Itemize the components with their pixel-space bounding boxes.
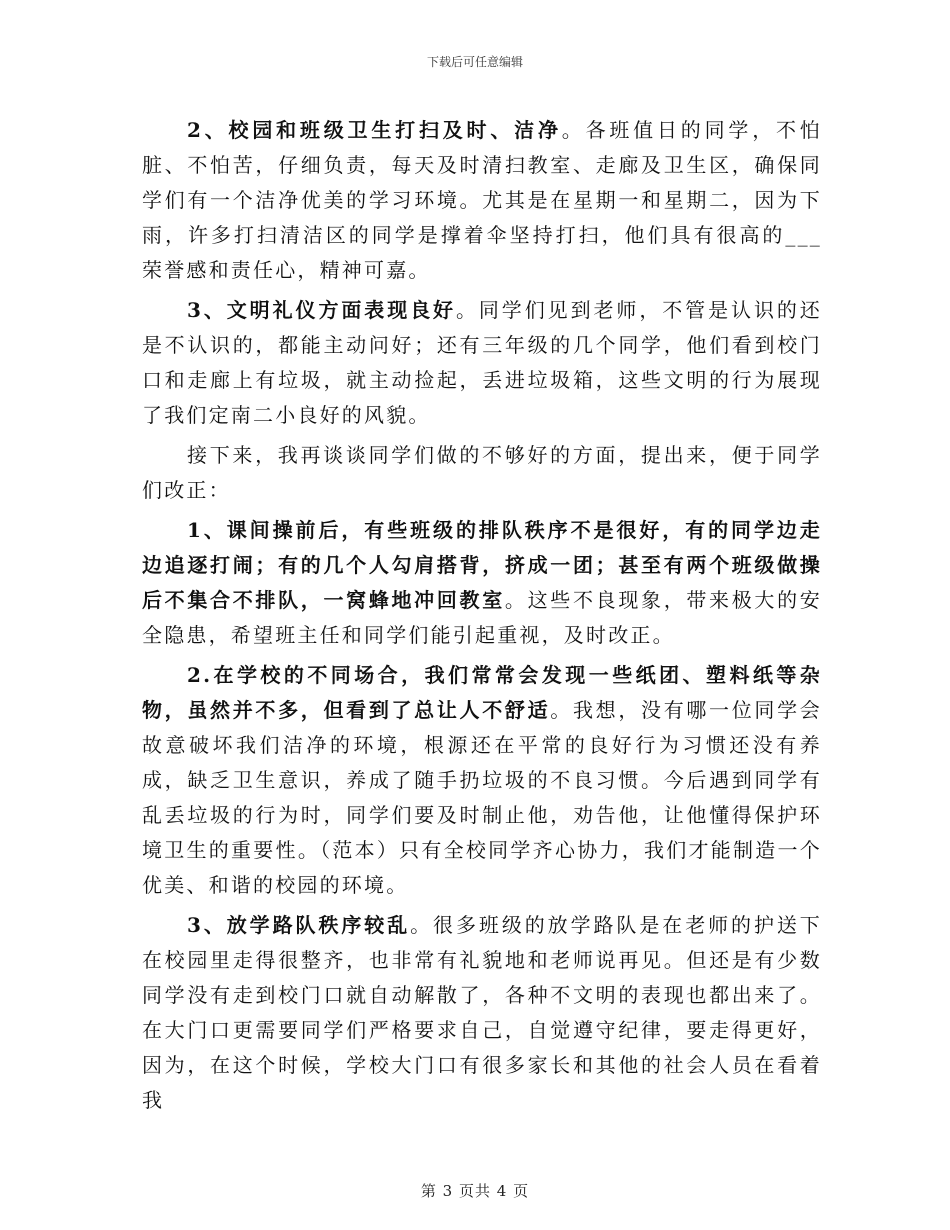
paragraph-heading: 2.在学校的不同场合，我们常常会发现一些纸团、塑料纸等杂物，虽然并不多，但看到了总让人不舒适 bbox=[142, 663, 822, 722]
paragraph-text: 接下来，我再谈谈同学们做的不够好的方面，提出来，便于同学们改正： bbox=[142, 443, 822, 502]
paragraph-text: 。这些不良现象，带来极大的安全隐患，希望班主任和同学们能引起重视，及时改正。 bbox=[142, 588, 822, 647]
paragraph-text: 。各班值日的同学，不怕脏、不怕苦，仔细负责，每天及时清扫教室、走廊及卫生区，确保同学们有一个洁净优美的学习环境。尤其是在星期一和星期二，因为下雨，许多打扫清洁区的同学是撑着伞坚持打扫，他们具有很高的___荣誉感和责任心，精神可嘉。 bbox=[142, 118, 822, 282]
document-body bbox=[142, 113, 822, 1123]
paragraph-heading: 3、文明礼仪方面表现良好 bbox=[187, 298, 456, 322]
paragraph-litter bbox=[142, 658, 822, 903]
paragraph-dismissal-line bbox=[142, 908, 822, 1118]
paragraph-heading: 1、课间操前后，有些班级的排队秩序不是很好，有的同学边走边追逐打闹；有的几个人勾肩搭背，挤成一团；甚至有两个班级做操后不集合不排队，一窝蜂地冲回教室 bbox=[142, 518, 822, 612]
paragraph-heading: 3、放学路队秩序较乱 bbox=[187, 913, 411, 937]
page-header: 下载后可任意编辑 bbox=[426, 55, 523, 69]
paragraph-cleaning bbox=[142, 113, 822, 288]
paragraph-text: 。很多班级的放学路队是在老师的护送下在校园里走得很整齐，也非常有礼貌地和老师说再见。但还是有少数同学没有走到校门口就自动解散了，各种不文明的表现也都出来了。在大门口更需要同学们严格要求自己，自觉遵守纪律，要走得更好，因为，在这个时候，学校大门口有很多家长和其他的社会人员在看着我 bbox=[142, 913, 822, 1112]
paragraph-etiquette bbox=[142, 293, 822, 433]
paragraph-heading: 2、校园和班级卫生打扫及时、洁净 bbox=[187, 118, 562, 142]
paragraph-transition bbox=[142, 438, 822, 508]
paragraph-exercise-order bbox=[142, 513, 822, 653]
page-number: 第 3 页共 4 页 bbox=[420, 1182, 530, 1200]
paragraph-text: 。同学们见到老师，不管是认识的还是不认识的，都能主动问好；还有三年级的几个同学，他们看到校门口和走廊上有垃圾，就主动捡起，丢进垃圾箱，这些文明的行为展现了我们定南二小良好的风貌。 bbox=[142, 298, 822, 427]
paragraph-text: 。我想，没有哪一位同学会故意破坏我们洁净的环境，根源还在平常的良好行为习惯还没有养成，缺乏卫生意识，养成了随手扔垃圾的不良习惯。今后遇到同学有乱丢垃圾的行为时，同学们要及时制止他，劝告他，让他懂得保护环境卫生的重要性。（范本）只有全校同学齐心协力，我们才能制造一个优美、和谐的校园的环境。 bbox=[142, 698, 822, 897]
